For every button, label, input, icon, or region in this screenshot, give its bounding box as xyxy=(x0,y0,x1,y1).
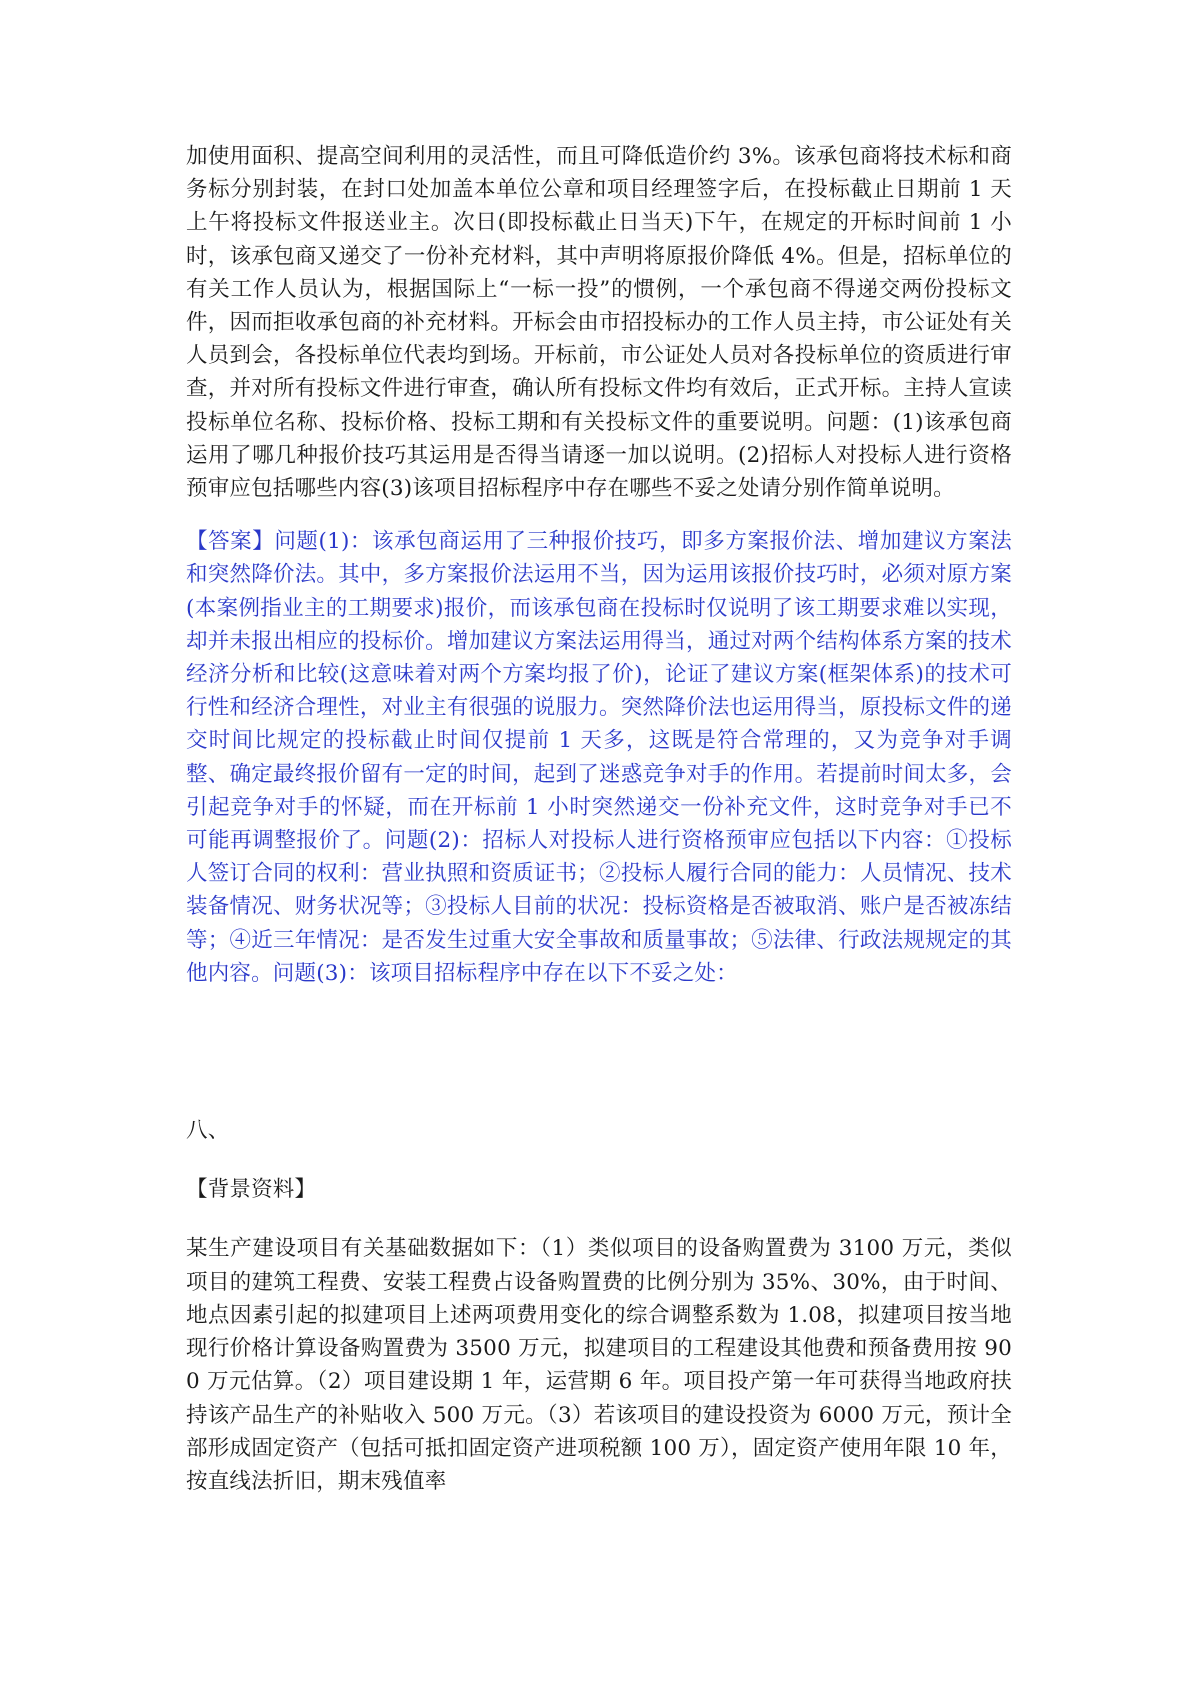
answer-paragraph: 【答案】问题(1)：该承包商运用了三种报价技巧，即多方案报价法、增加建议方案法和突然降价法。其中，多方案报价法运用不当，因为运用该报价技巧时，必须对原方案(本案例指业主的工期要求)报价，而该承包商在投标时仅说明了该工期要求难以实现，却并未报出相应的投标价。增加建议方案法运用得当，通过对两个结构体系方案的技术经济分析和比较(这意味着对两个方案均报了价)，论证了建议方案(框架体系)的技术可行性和经济合理性，对业主有很强的说服力。突然降价法也运用得当，原投标文件的递交时间比规定的投标截止时间仅提前 1 天多，这既是符合常理的，又为竞争对手调整、确定最终报价留有一定的时间，起到了迷惑竞争对手的作用。若提前时间太多，会引起竞争对手的怀疑，而在开标前 1 小时突然递交一份补充文件，这时竞争对手已不可能再调整报价了。问题(2)：招标人对投标人进行资格预审应包括以下内容：①投标人签订合同的权利：营业执照和资质证书；②投标人履行合同的能力：人员情况、技术装备情况、财务状况等；③投标人目前的状况：投标资格是否被取消、账户是否被冻结等；④近三年情况：是否发生过重大安全事故和质量事故；⑤法律、行政法规规定的其他内容。问题(3)：该项目招标程序中存在以下不妥之处： xyxy=(186,529,1012,986)
section-number: 八、 xyxy=(186,1118,230,1144)
question-paragraph: 加使用面积、提高空间利用的灵活性，而且可降低造价约 3%。该承包商将技术标和商务标分别封装，在封口处加盖本单位公章和项目经理签字后，在投标截止日期前 1 天上午将投标文件报送业主。次日(即投标截止日当天)下午，在规定的开标时间前 1 小时，该承包商又递交了一份补充材料，其中声明将原报价降低 4%。但是，招标单位的有关工作人员认为，根据国际上“一标一投”的惯例，一个承包商不得递交两份投标文件，因而拒收承包商的补充材料。开标会由市招投标办的工作人员主持，市公证处有关人员到会，各投标单位代表均到场。开标前，市公证处人员对各投标单位的资质进行审查，并对所有投标文件进行审查，确认所有投标文件均有效后，正式开标。主持人宣读投标单位名称、投标价格、投标工期和有关投标文件的重要说明。问题：(1)该承包商运用了哪几种报价技巧其运用是否得当请逐一加以说明。(2)招标人对投标人进行资格预审应包括哪些内容(3)该项目招标程序中存在哪些不妥之处请分别作简单说明。 xyxy=(186,144,1012,502)
document-page xyxy=(186,140,1012,1498)
background-heading: 【背景资料】 xyxy=(186,1177,317,1203)
background-paragraph: 某生产建设项目有关基础数据如下：（1）类似项目的设备购置费为 3100 万元，类似项目的建筑工程费、安装工程费占设备购置费的比例分别为 35%、30%，由于时间、地点因素引起的拟建项目上述两项费用变化的综合调整系数为 1.08，拟建项目按当地现行价格计算设备购置费为 3500 万元，拟建项目的工程建设其他费和预备费用按 900 万元估算。（2）项目建设期 1 年，运营期 6 年。项目投产第一年可获得当地政府扶持该产品生产的补贴收入 500 万元。（3）若该项目的建设投资为 6000 万元，预计全部形成固定资产（包括可抵扣固定资产进项税额 100 万），固定资产使用年限 10 年，按直线法折旧，期末残值率 xyxy=(186,1236,1012,1494)
